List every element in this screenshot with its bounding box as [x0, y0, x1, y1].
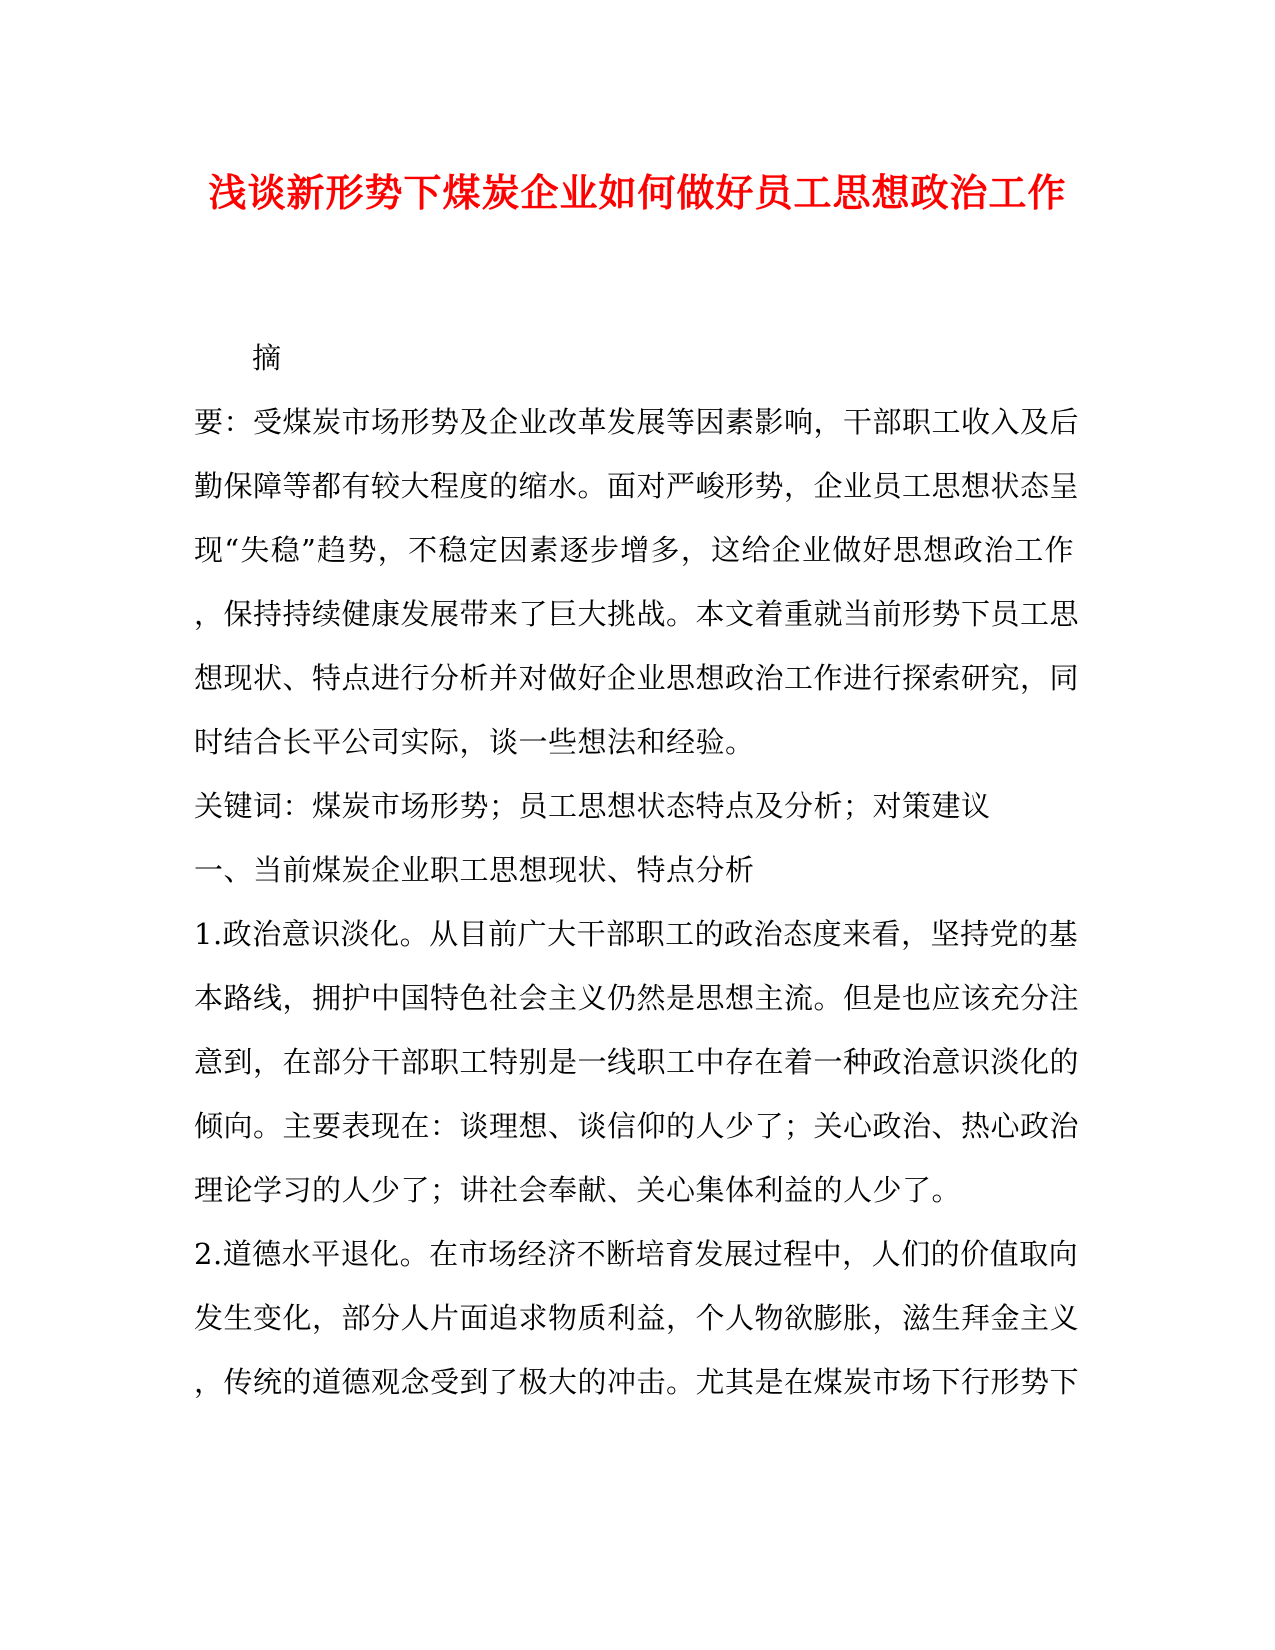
document-title: 浅谈新形势下煤炭企业如何做好员工思想政治工作 — [208, 170, 1067, 215]
abstract-line-3: 现“失稳”趋势，不稳定因素逐步增多，这给企业做好思想政治工作 — [194, 533, 1074, 567]
paragraph-1-line-1: 1.政治意识淡化。从目前广大干部职工的政治态度来看，坚持党的基 — [194, 917, 1079, 951]
paragraph-1-line-2: 本路线，拥护中国特色社会主义仍然是思想主流。但是也应该充分注 — [194, 981, 1080, 1015]
abstract-label-line: 摘 — [252, 341, 282, 375]
section-heading-1: 一、当前煤炭企业职工思想现状、特点分析 — [194, 853, 755, 887]
keywords-line: 关键词：煤炭市场形势；员工思想状态特点及分析；对策建议 — [194, 789, 991, 823]
paragraph-2-line-2: 发生变化，部分人片面追求物质利益，个人物欲膨胀，滋生拜金主义 — [194, 1301, 1080, 1335]
paragraph-2-line-1: 2.道德水平退化。在市场经济不断培育发展过程中，人们的价值取向 — [194, 1237, 1079, 1271]
abstract-line-2: 勤保障等都有较大程度的缩水。面对严峻形势，企业员工思想状态呈 — [194, 469, 1080, 503]
paragraph-1-line-5: 理论学习的人少了；讲社会奉献、关心集体利益的人少了。 — [194, 1173, 962, 1207]
paragraph-2-line-3: ，传统的道德观念受到了极大的冲击。尤其是在煤炭市场下行形势下 — [194, 1365, 1080, 1399]
abstract-line-4: ，保持持续健康发展带来了巨大挑战。本文着重就当前形势下员工思 — [194, 597, 1080, 631]
document-body — [194, 326, 1080, 1414]
paragraph-1-line-3: 意到，在部分干部职工特别是一线职工中存在着一种政治意识淡化的 — [194, 1045, 1080, 1079]
abstract-line-5: 想现状、特点进行分析并对做好企业思想政治工作进行探索研究，同 — [194, 661, 1080, 695]
abstract-line-6: 时结合长平公司实际，谈一些想法和经验。 — [194, 725, 755, 759]
abstract-line-1: 要：受煤炭市场形势及企业改革发展等因素影响，干部职工收入及后 — [194, 405, 1080, 439]
paragraph-1-line-4: 倾向。主要表现在：谈理想、谈信仰的人少了；关心政治、热心政治 — [194, 1109, 1080, 1143]
